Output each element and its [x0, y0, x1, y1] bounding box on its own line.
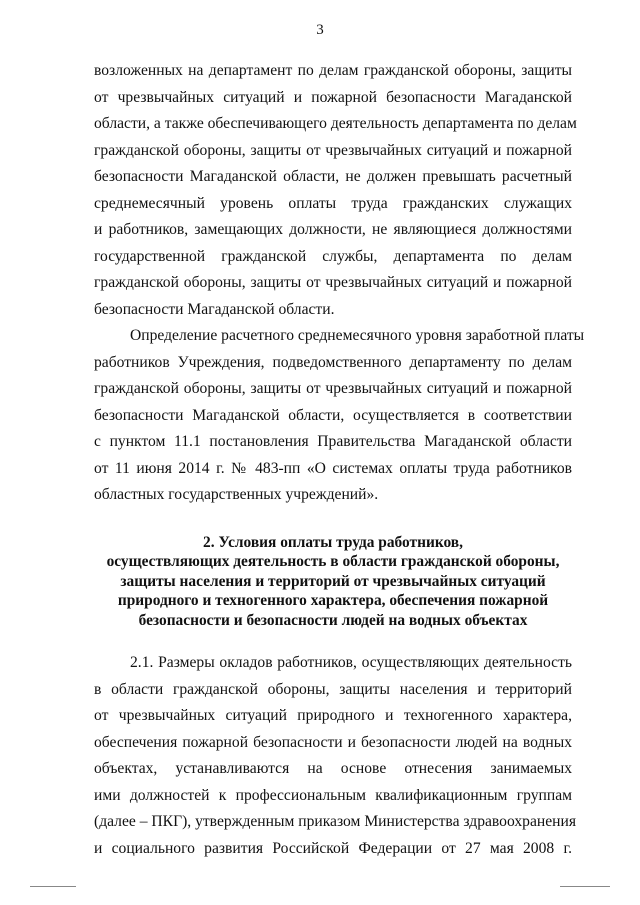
text-line: в области гражданской обороны, защиты населения и территорий [94, 680, 572, 698]
text-line: и социального развития Российской Федерации от 27 мая 2008 г. [94, 839, 572, 857]
heading-line: природного и техногенного характера, обеспечения пожарной [117, 592, 549, 609]
text-line: возложенных на департамент по делам гражданской обороны, защиты [94, 62, 572, 79]
paragraph-1 [94, 58, 577, 323]
text-line: и работников, замещающих должности, не являющиеся должностями [94, 221, 572, 238]
text-line: объектах, устанавливаются на основе отнесения занимаемых [94, 760, 572, 777]
text-line: обеспечения пожарной безопасности и безопасности людей на водных [94, 733, 572, 751]
page-number: 3 [316, 22, 324, 38]
text-line: областных государственных учреждений». [94, 486, 379, 503]
text-line: Определение расчетного среднемесячного уровня заработной платы [130, 327, 585, 344]
text-line: (далее – ПКГ), утвержденным приказом Министерства здравоохранения [94, 813, 577, 830]
heading-line: 2. Условия оплаты труда работников, [203, 533, 463, 551]
text-line: гражданской обороны, защиты от чрезвычайных ситуаций и пожарной [94, 141, 572, 159]
heading-line: безопасности и безопасности людей на водных объектах [138, 611, 528, 629]
paragraph-2 [94, 323, 585, 509]
text-line: с пунктом 11.1 постановления Правительства Магаданской области [94, 433, 572, 450]
text-line: работников Учреждения, подведомственного департаменту по делам [94, 353, 572, 371]
text-line: от 11 июня 2014 г. № 483-пп «О системах оплаты труда работников [94, 459, 572, 477]
heading-line: осуществляющих деятельность в области гражданской обороны, [106, 553, 560, 570]
paragraph-3 [94, 650, 577, 862]
document-body [94, 58, 585, 862]
text-line: гражданской обороны, защиты от чрезвычайных ситуаций и пожарной [94, 274, 572, 291]
text-line: от чрезвычайных ситуаций и пожарной безопасности Магаданской [94, 88, 572, 106]
text-line: от чрезвычайных ситуаций природного и техногенного характера, [94, 707, 572, 724]
scan-crop-mark [30, 886, 76, 887]
text-line: безопасности Магаданской области, не должен превышать расчетный [94, 168, 572, 185]
text-line: гражданской обороны, защиты от чрезвычайных ситуаций и пожарной [94, 380, 572, 397]
text-line: ими должностей к профессиональным квалификационным группам [94, 786, 572, 804]
text-line: среднемесячный уровень оплаты труда гражданских служащих [94, 194, 572, 212]
text-line: государственной гражданской службы, департамента по делам [94, 247, 572, 265]
text-line: области, а также обеспечивающего деятельность департамента по делам [94, 115, 577, 132]
section-heading [94, 533, 572, 631]
scan-crop-mark [560, 886, 610, 887]
text-line: безопасности Магаданской области. [94, 300, 335, 318]
text-line: безопасности Магаданской области, осуществляется в соответствии [94, 406, 572, 424]
text-line: 2.1. Размеры окладов работников, осуществляющих деятельность [130, 654, 572, 671]
heading-line: защиты населения и территорий от чрезвычайных ситуаций [120, 572, 546, 590]
